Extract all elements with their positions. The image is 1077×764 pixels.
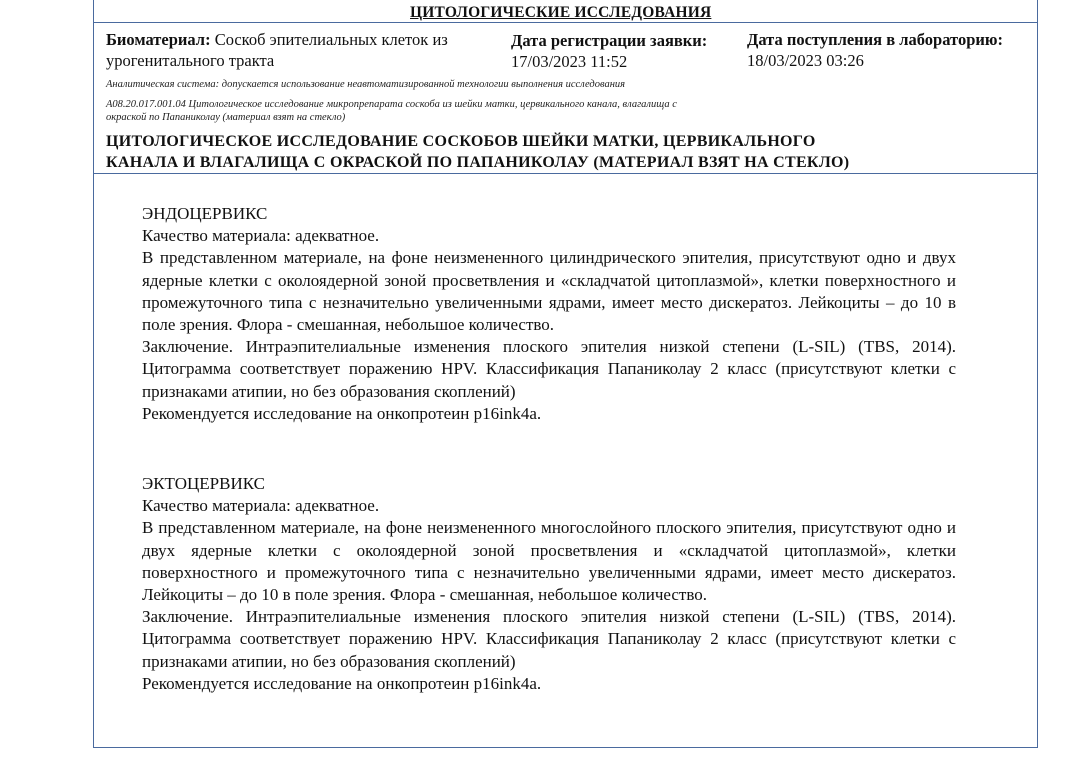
ectocervix-description: В представленном материале, на фоне неизмененного многослойного плоского эпителия, присутствуют одно и двух ядерные клетки с околоядерной зоной просветвления и «складчатой цитоплазмой», клетки поверхностного и промежуточного типа с незначительно увеличенными ядрами, имеет место дискератоз. Лейкоциты – до 10 в поле зрения. Флора - смешанная, небольшое количество. bbox=[142, 518, 956, 605]
reg-date-label: Дата регистрации заявки: bbox=[511, 31, 708, 50]
lab-date-value: 18/03/2023 03:26 bbox=[747, 51, 864, 70]
biomaterial-field bbox=[106, 30, 448, 50]
page-title: ЦИТОЛОГИЧЕСКИЕ ИССЛЕДОВАНИЯ bbox=[410, 4, 712, 21]
test-title-line1: ЦИТОЛОГИЧЕСКОЕ ИССЛЕДОВАНИЕ СОСКОБОВ ШЕЙКИ МАТКИ, ЦЕРВИКАЛЬНОГО bbox=[106, 133, 816, 150]
ectocervix-section bbox=[142, 473, 956, 695]
lab-date-label: Дата поступления в лабораторию: bbox=[747, 30, 1003, 49]
title-separator bbox=[93, 22, 1038, 23]
ectocervix-heading: ЭКТОЦЕРВИКС bbox=[142, 474, 265, 493]
endocervix-heading: ЭНДОЦЕРВИКС bbox=[142, 204, 268, 223]
biomaterial-value-line2: урогенитального тракта bbox=[106, 51, 275, 70]
analytic-system-note: Аналитическая система: допускается использование неавтоматизированной технологии выполнения исследования bbox=[106, 79, 626, 90]
biomaterial-value: Соскоб эпителиальных клеток из bbox=[214, 30, 448, 49]
endocervix-section bbox=[142, 203, 956, 425]
biomaterial-label: Биоматериал: bbox=[106, 30, 211, 49]
endocervix-conclusion: Заключение. Интраэпителиальные изменения плоского эпителия низкой степени (L-SIL) (TBS, 2014). Цитограмма соответствует поражению HPV. Классификация Папаниколау 2 класс (присутствуют клетки с признаками атипии, но без образования скоплений) bbox=[142, 337, 956, 401]
test-code-line1: A08.20.017.001.04 Цитологическое исследование микропрепарата соскоба из шейки матки, цервикального канала, влагалища с bbox=[106, 99, 677, 110]
ectocervix-quality: Качество материала: адекватное. bbox=[142, 496, 380, 516]
ectocervix-recommendation: Рекомендуется исследование на онкопротеин p16ink4a. bbox=[142, 673, 542, 693]
test-title-line2: КАНАЛА И ВЛАГАЛИЩА С ОКРАСКОЙ ПО ПАПАНИКОЛАУ (МАТЕРИАЛ ВЗЯТ НА СТЕКЛО) bbox=[106, 154, 850, 171]
endocervix-description: В представленном материале, на фоне неизмененного цилиндрического эпителия, присутствуют одно и двух ядерные клетки с околоядерной зоной просветвления и «складчатой цитоплазмой», клетки поверхностного и промежуточного типа с незначительно увеличенными ядрами, имеет место дискератоз. Лейкоциты – до 10 в поле зрения. Флора - смешанная, небольшое количество. bbox=[142, 248, 956, 335]
ectocervix-conclusion: Заключение. Интраэпителиальные изменения плоского эпителия низкой степени (L-SIL) (TBS, 2014). Цитограмма соответствует поражению HPV. Классификация Папаниколау 2 класс (присутствуют клетки с признаками атипии, но без образования скоплений) bbox=[142, 607, 956, 671]
header-separator bbox=[93, 173, 1038, 174]
test-code-line2: окраской по Папаниколау (материал взят на стекло) bbox=[106, 112, 346, 123]
reg-date-value: 17/03/2023 11:52 bbox=[511, 52, 628, 71]
endocervix-quality: Качество материала: адекватное. bbox=[142, 226, 380, 246]
endocervix-recommendation: Рекомендуется исследование на онкопротеин p16ink4a. bbox=[142, 403, 542, 423]
